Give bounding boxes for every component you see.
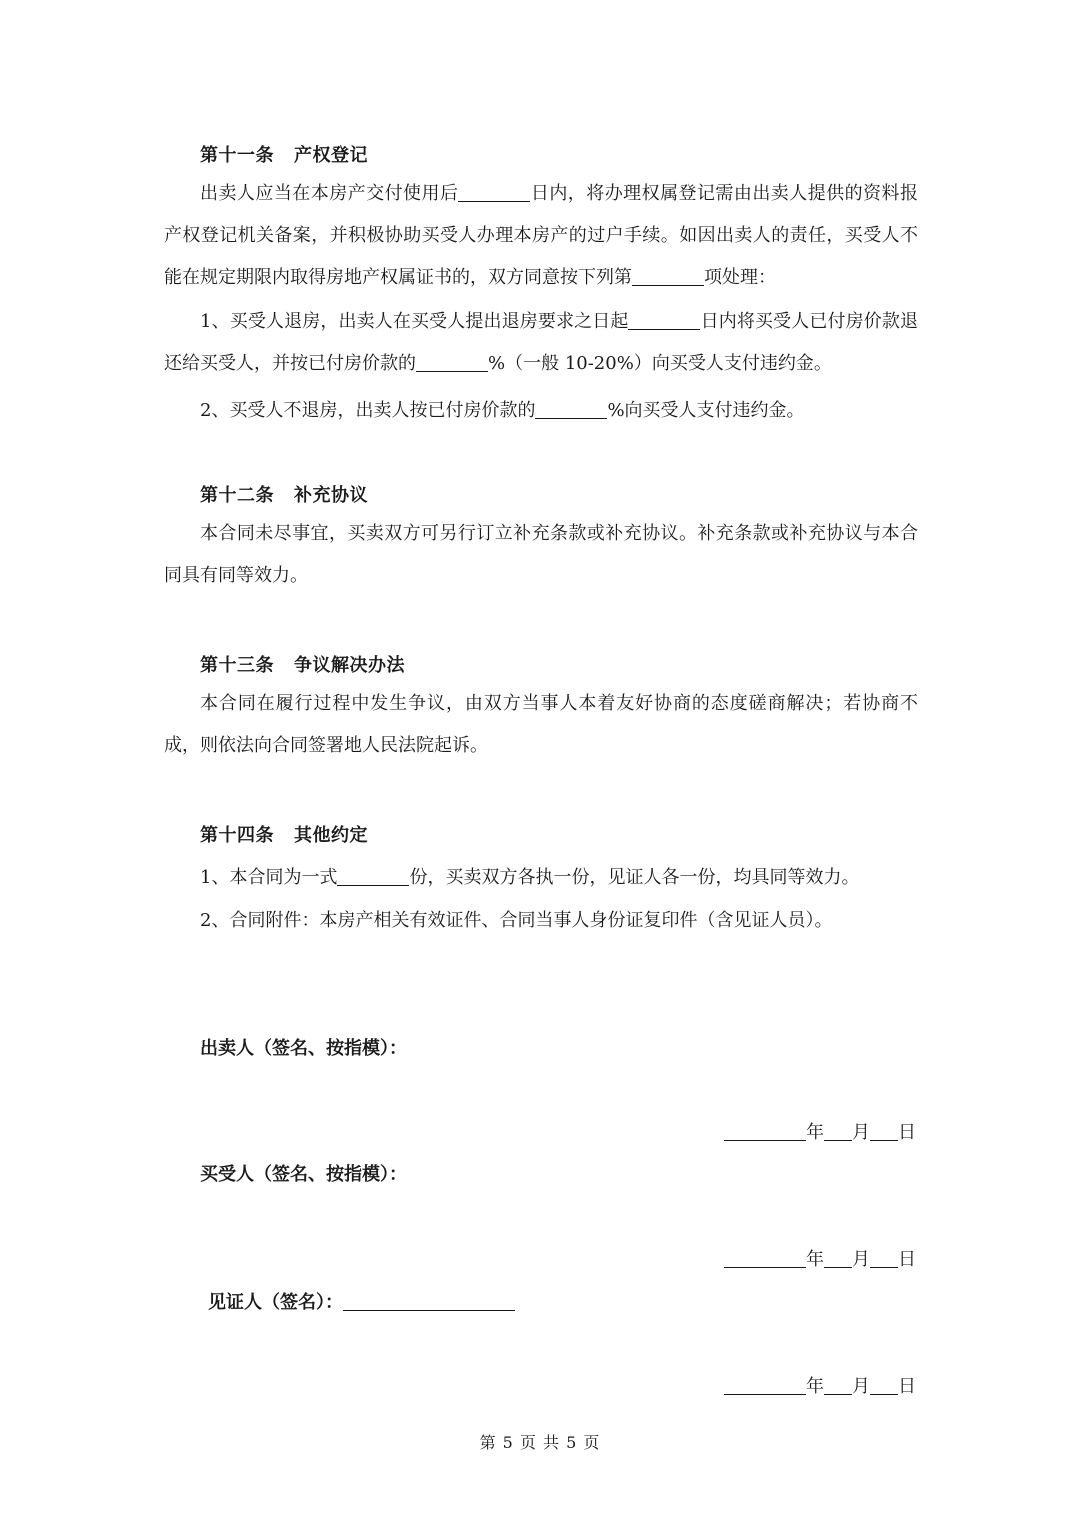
article-13-number: 第十三条 (200, 655, 274, 676)
witness-day-blank (870, 1376, 898, 1395)
buyer-date (724, 1245, 916, 1271)
month-label: 月 (852, 1376, 870, 1397)
witness-signature-label: 见证人（签名）： (208, 1292, 343, 1313)
article-11-heading (200, 141, 368, 167)
buyer-signature-label: 买受人（签名、按指模）： (200, 1164, 407, 1185)
seller-year-blank (724, 1122, 806, 1141)
article-13-title: 争议解决办法 (294, 655, 405, 676)
witness-year-blank (724, 1376, 806, 1395)
copies-text-a: 1、本合同为一式 (200, 867, 338, 888)
item-2-text-a: 2、买受人不退房，出卖人按已付房价款的 (200, 400, 536, 421)
article-14-item-1 (200, 863, 859, 889)
witness-signature-row (208, 1288, 515, 1314)
item-1-text-a: 1、买受人退房，出卖人在买受人提出退房要求之日起 (200, 311, 629, 332)
month-label: 月 (852, 1249, 870, 1270)
article-12-number: 第十二条 (200, 485, 274, 506)
day-label: 日 (898, 1122, 916, 1143)
item-2-percent-blank (535, 400, 607, 419)
buyer-year-blank (724, 1249, 806, 1268)
article-11-title: 产权登记 (294, 145, 368, 166)
article-11-number: 第十一条 (200, 145, 274, 166)
article-14-heading (200, 821, 368, 847)
witness-month-blank (824, 1376, 852, 1395)
article-11-paragraph (164, 173, 918, 299)
buyer-month-blank (824, 1249, 852, 1268)
seller-date (724, 1118, 916, 1144)
item-2-text-b: %向买受人支付违约金。 (607, 400, 805, 421)
seller-month-blank (824, 1122, 852, 1141)
refund-days-blank (628, 311, 700, 330)
seller-signature-label: 出卖人（签名、按指模）： (200, 1038, 407, 1059)
article-11-item-1 (164, 301, 918, 385)
copies-blank (337, 867, 409, 886)
article-12-heading (200, 481, 368, 507)
day-label: 日 (898, 1249, 916, 1270)
year-label: 年 (806, 1249, 824, 1270)
article-11-text-a: 出卖人应当在本房产交付使用后 (200, 183, 459, 204)
article-14-title: 其他约定 (294, 825, 368, 846)
witness-date (724, 1372, 916, 1398)
year-label: 年 (806, 1122, 824, 1143)
article-11-text-c: 项处理： (704, 267, 776, 288)
item-1-text-c: %（一般 10-20%）向买受人支付违约金。 (488, 353, 832, 374)
seller-day-blank (870, 1122, 898, 1141)
page-number-footer: 第 5 页 共 5 页 (479, 1433, 601, 1452)
days-blank (458, 183, 530, 202)
article-13-heading (200, 651, 405, 677)
penalty-percent-blank (416, 353, 488, 372)
article-12-title: 补充协议 (294, 485, 368, 506)
article-13-paragraph: 本合同在履行过程中发生争议，由双方当事人本着友好协商的态度磋商解决；若协商不成，则依法向合同签署地人民法院起诉。 (164, 693, 918, 756)
article-12-paragraph: 本合同未尽事宜，买卖双方可另行订立补充条款或补充协议。补充条款或补充协议与本合同具有同等效力。 (164, 523, 918, 586)
article-11-text-b: 日内，将办理权属登记需由出卖人提供的资料报产权登记机关备案，并积极协助买受人办理本房产的过户手续。如因出卖人的责任，买受人不能在规定期限内取得房地产权属证书的，双方同意按下列第 (164, 183, 919, 288)
day-label: 日 (898, 1376, 916, 1397)
article-14-number: 第十四条 (200, 825, 274, 846)
article-11-item-2 (200, 396, 805, 422)
year-label: 年 (806, 1376, 824, 1397)
item-1-text-b: 日内将买受人已付房价款退还给买受人，并按已付房价款的 (164, 311, 918, 374)
copies-text-b: 份，买卖双方各执一份，见证人各一份，均具同等效力。 (409, 867, 860, 888)
witness-signature-blank (343, 1292, 515, 1311)
article-14-item-2: 2、合同附件：本房产相关有效证件、合同当事人身份证复印件（含见证人员）。 (200, 910, 833, 931)
month-label: 月 (852, 1122, 870, 1143)
option-blank (632, 267, 704, 286)
buyer-day-blank (870, 1249, 898, 1268)
